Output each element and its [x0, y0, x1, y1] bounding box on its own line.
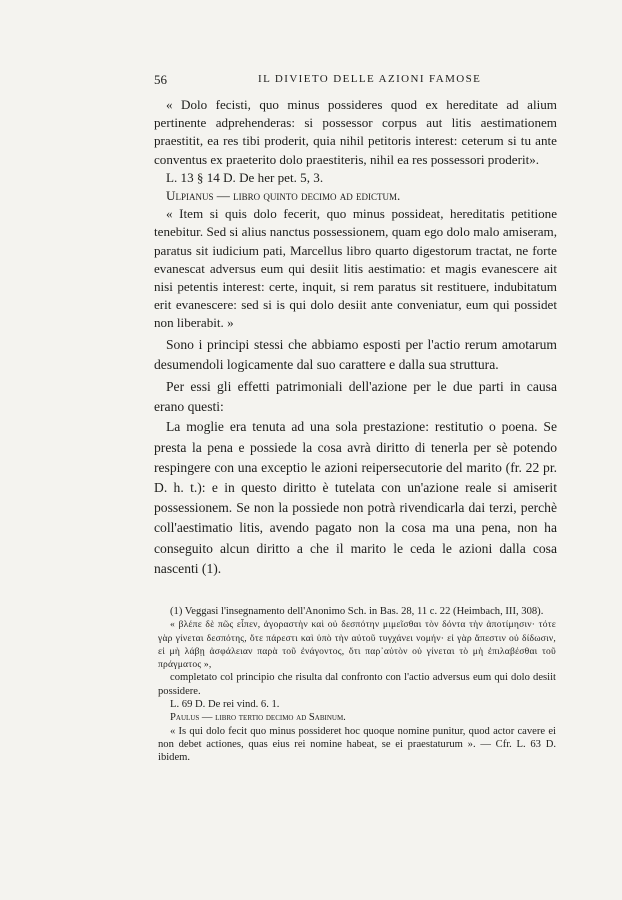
running-title: IL DIVIETO DELLE AZIONI FAMOSE	[258, 73, 482, 85]
footnotes	[158, 605, 556, 765]
footnote: completato col principio che risulta dal confronto con l'actio adversus eum qui dolo desiit possidere.	[158, 672, 556, 697]
footnote-citation-author: Paulus — libro tertio decimo ad Sabinum.	[170, 712, 346, 724]
body-paragraph: La moglie era tenuta ad una sola prestazione: restitutio o poena. Se presta la pena e possiede la cosa avrà diritto di tenerla per sè potendo respingere con una exceptio le azioni reipersecutorie del marito (fr. 22 pr. D. h. t.): e in questo diritto è tutelata con un'azione reale si amiserit possessionem. Se non la possiede non potrà rivendicarla dai terzi, perchè coll'aestimatio litis, avendo pagato non la cosa ma una pena, non ha conseguito alcun diritto a che il marito le ceda le azioni dalla cosa nascenti (1).	[154, 419, 557, 576]
citation: L. 13 § 14 D. De her pet. 5, 3.	[166, 169, 324, 185]
footnote: (1) Veggasi l'insegnamento dell'Anonimo Sch. in Bas. 28, 11 c. 22 (Heimbach, III, 308).	[170, 606, 544, 617]
quote-paragraph: « Dolo fecisti, quo minus possideres quod ex hereditate ad alium pertinente adprehenderas: si possessor corpus aut litis aestimationem praestitit, ea res tibi proderit, quia nihil petitoris interest: ceterum si tu ante conventus ex praeterito dolo praestiteris, nihil ea res possessori proderit».	[154, 97, 557, 167]
footnote-greek-quote: « βλέπε δὲ πῶς εἶπεν, ἀγοραστὴν καὶ οὐ δεσπότην μιμεῖσθαι τὸν δόντα τὴν ἀποτίμησιν· τότε γὰρ γίνεται δεσπότης, ὅτε πάρεστι καὶ ὑπὸ τὴν αὐτοῦ τυγχάνει νομήν· εἰ γὰρ ἄπεστιν οὐ δίδωσιν, εἰ μὴ λάβῃ ἀσφάλειαν παρὰ τοῦ ἐνάγοντος, ὅτι παρ᾽αὐτὸν οὐ γίνεται τὸ μὴ ἐπιλαβέσθαι τοῦ πράγματος »,	[158, 619, 556, 671]
main-text	[154, 96, 557, 579]
body-paragraph: Sono i principi stessi che abbiamo esposti per l'actio rerum amotarum desumendoli logicamente dal suo carattere e dalla sua struttura.	[154, 336, 557, 372]
citation-author: Ulpianus — libro quinto decimo ad edictum.	[166, 188, 401, 204]
page-number: 56	[154, 72, 167, 87]
footnote-quote: « Is qui dolo fecit quo minus possideret hoc quoque nomine punitur, quod actor cavere ei non debet actiones, quas eius rei nomine habeat, se ei praestaturum ». — Cfr. L. 63 D. ibidem.	[158, 725, 556, 764]
quote-paragraph: « Item si quis dolo fecerit, quo minus possideat, hereditatis petitione tenebitur. Sed si alius nanctus possessionem, quam ego dolo malo amiseram, paratus sit iudicium pati, Marcellus libro quarto digestorum tractat, ne forte evanescat adversus eum qui desiit litis aestimatio: et magis evanescere ait nisi petentis interest: certe, inquit, si rem paratus sit restituere, indubitatum erit evanescere: sed si is qui dolo desiit ante conveniatur, eum qui possidet non liberabit. »	[154, 206, 557, 331]
body-paragraph: Per essi gli effetti patrimoniali dell'azione per le due parti in causa erano questi:	[154, 379, 557, 415]
footnote-citation: L. 69 D. De rei vind. 6. 1.	[170, 699, 280, 711]
